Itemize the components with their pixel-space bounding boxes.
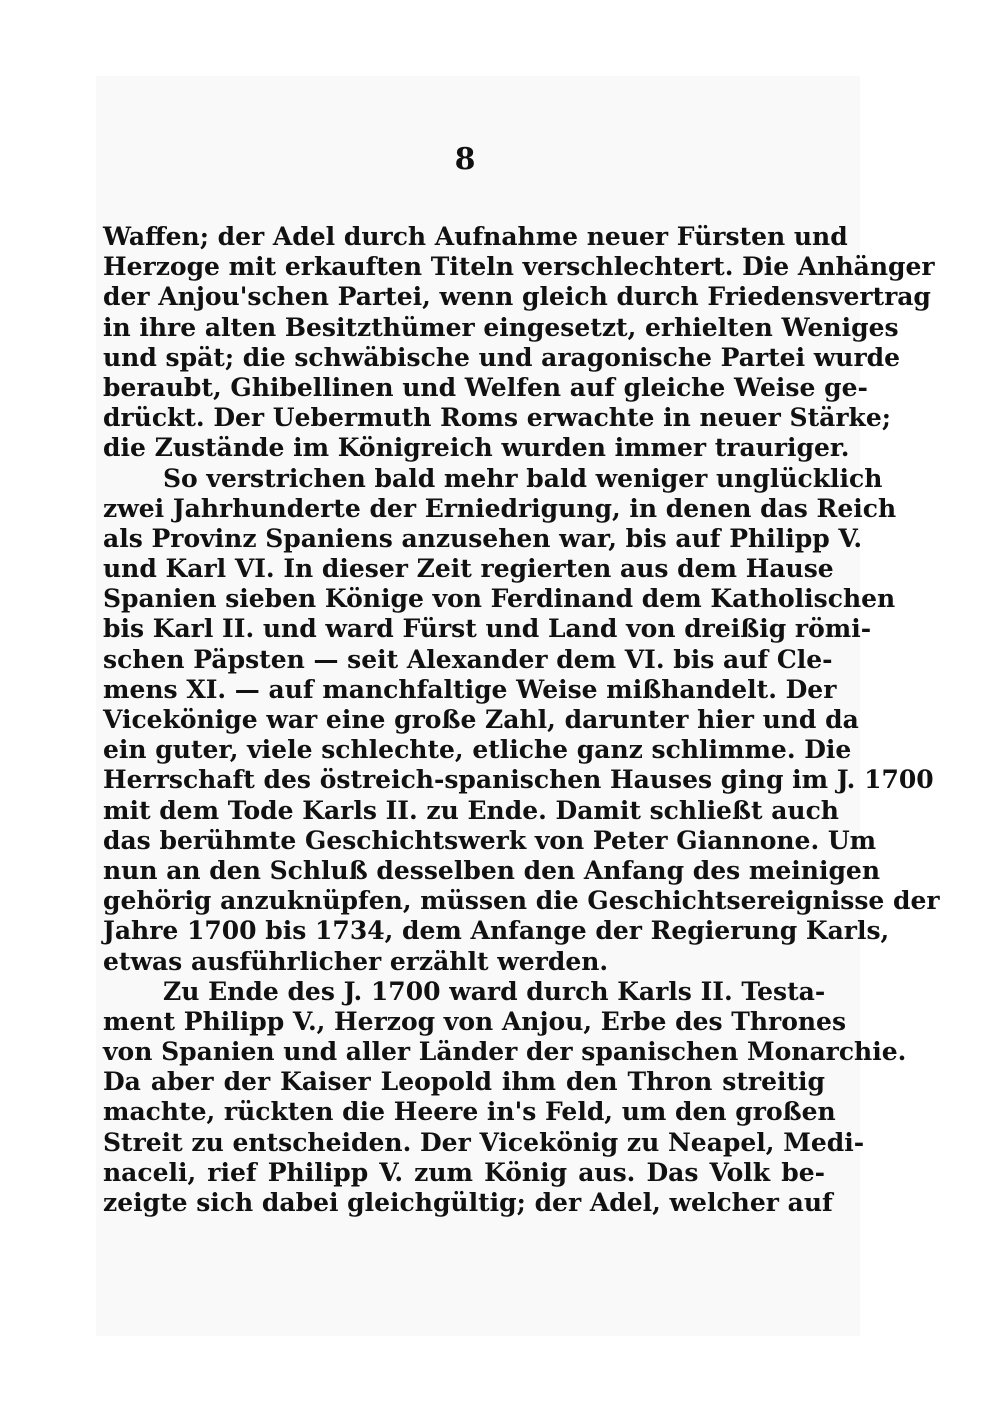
text-line: die Zustände im Königreich wurden immer trauriger. <box>103 433 850 463</box>
text-line: Da aber der Kaiser Leopold ihm den Thron streitig <box>103 1067 825 1097</box>
text-line: zeigte sich dabei gleichgültig; der Adel, welcher auf <box>103 1188 833 1217</box>
text-line: schen Päpsten — seit Alexander dem VI. bis auf Cle- <box>103 644 833 674</box>
text-line: mit dem Tode Karls II. zu Ende. Damit schließt auch <box>103 795 839 825</box>
text-line: Herzoge mit erkauften Titeln verschlechtert. Die Anhänger <box>103 252 935 282</box>
text-line: naceli, rief Philipp V. zum König aus. Das Volk be- <box>103 1157 825 1187</box>
text-line: der Anjou'schen Partei, wenn gleich durch Friedensvertrag <box>103 282 931 312</box>
body-text <box>103 222 940 1218</box>
text-line: in ihre alten Besitzthümer eingesetzt, erhielten Weniges <box>103 312 899 342</box>
paragraph <box>103 463 940 977</box>
text-line: etwas ausführlicher erzählt werden. <box>103 946 609 976</box>
text-line: und spät; die schwäbische und aragonische Partei wurde <box>103 342 901 372</box>
text-line: nun an den Schluß desselben den Anfang des meinigen <box>103 855 881 885</box>
text-line: Spanien sieben Könige von Ferdinand dem Katholischen <box>103 584 896 614</box>
paragraph <box>103 222 935 464</box>
paragraph <box>103 976 907 1219</box>
text-line: gehörig anzuknüpfen, müssen die Geschichtsereignisse der <box>103 886 940 916</box>
text-line: beraubt, Ghibellinen und Welfen auf gleiche Weise ge- <box>103 372 868 402</box>
text-line: das berühmte Geschichtswerk von Peter Giannone. Um <box>103 825 877 855</box>
text-line: Waffen; der Adel durch Aufnahme neuer Fürsten und <box>103 222 848 251</box>
text-line: mens XI. — auf manchfaltige Weise mißhandelt. Der <box>103 674 837 704</box>
text-line: Jahre 1700 bis 1734, dem Anfange der Regierung Karls, <box>103 916 890 946</box>
text-line: ein guter, viele schlechte, etliche ganz schlimme. Die <box>103 735 852 765</box>
page-number: 8 <box>454 142 476 177</box>
text-line: zwei Jahrhunderte der Erniedrigung, in denen das Reich <box>103 493 897 523</box>
text-line: Streit zu entscheiden. Der Vicekönig zu Neapel, Medi- <box>103 1127 865 1157</box>
text-line: als Provinz Spaniens anzusehen war, bis auf Philipp V. <box>103 523 863 553</box>
text-line: ment Philipp V., Herzog von Anjou, Erbe des Thrones <box>103 1006 847 1036</box>
text-line: Vicekönige war eine große Zahl, darunter hier und da <box>103 705 859 734</box>
text-line: Herrschaft des östreich-spanischen Hauses ging im J. 1700 <box>103 765 934 795</box>
text-line: So verstrichen bald mehr bald weniger unglücklich <box>163 463 883 493</box>
text-line: machte, rückten die Heere in's Feld, um den großen <box>103 1097 836 1127</box>
text-line: Zu Ende des J. 1700 ward durch Karls II. Testa- <box>163 976 826 1006</box>
text-line: von Spanien und aller Länder der spanischen Monarchie. <box>103 1037 907 1067</box>
text-line: bis Karl II. und ward Fürst und Land von dreißig römi- <box>103 614 872 644</box>
text-line: und Karl VI. In dieser Zeit regierten aus dem Hause <box>103 554 834 584</box>
text-line: drückt. Der Uebermuth Roms erwachte in neuer Stärke; <box>103 403 891 433</box>
